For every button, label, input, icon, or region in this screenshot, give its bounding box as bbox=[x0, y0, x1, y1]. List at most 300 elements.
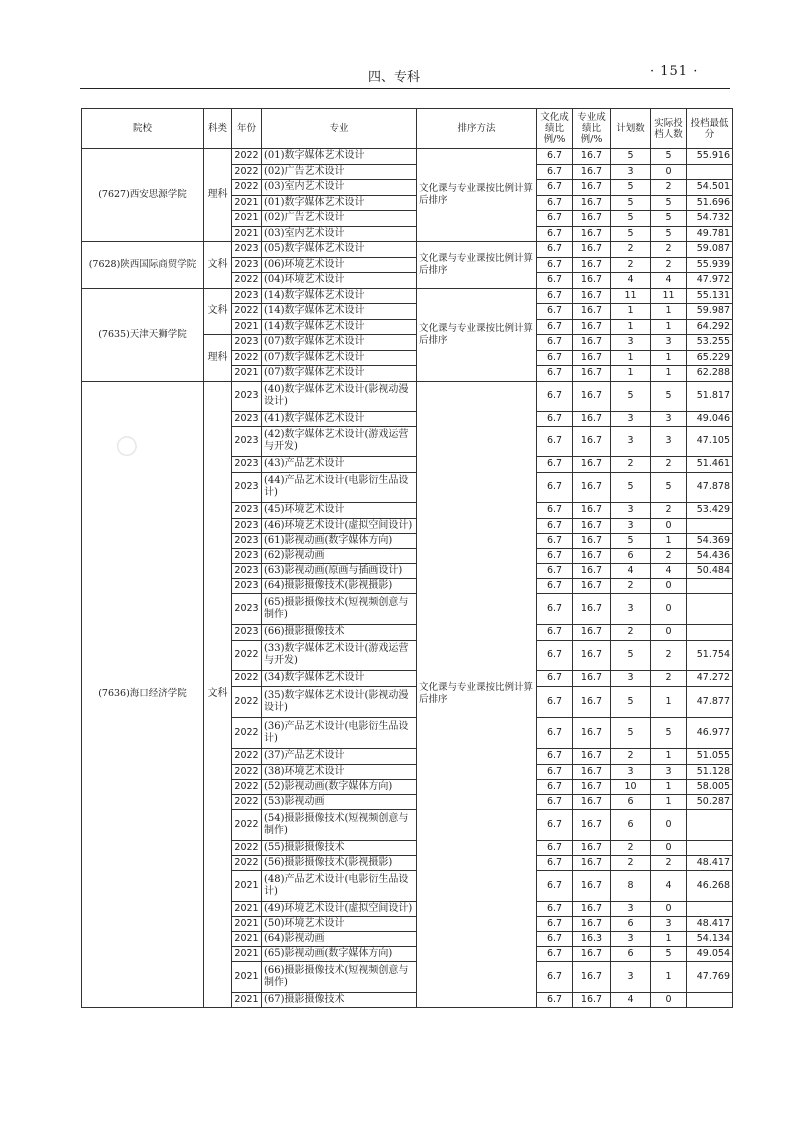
actual-count-cell: 0 bbox=[651, 992, 687, 1007]
major-ratio-cell: 16.7 bbox=[573, 624, 611, 640]
min-score-cell: 49.046 bbox=[687, 411, 733, 426]
plan-count-cell: 5 bbox=[611, 533, 651, 548]
plan-count-cell: 3 bbox=[611, 961, 651, 992]
actual-count-cell: 0 bbox=[651, 164, 687, 180]
min-score-cell: 47.877 bbox=[687, 686, 733, 717]
major-cell: (46)环境艺术设计(虚拟空间设计) bbox=[262, 518, 417, 533]
actual-count-cell: 5 bbox=[651, 946, 687, 961]
culture-ratio-cell: 6.7 bbox=[537, 563, 573, 578]
culture-ratio-cell: 6.7 bbox=[537, 426, 573, 456]
school-name: (7628)陕西国际商贸学院 bbox=[82, 242, 204, 289]
col-header: 计划数 bbox=[611, 109, 651, 149]
culture-ratio-cell: 6.7 bbox=[537, 578, 573, 593]
major-ratio-cell: 16.7 bbox=[573, 257, 611, 273]
culture-ratio-cell: 6.7 bbox=[537, 593, 573, 624]
actual-count-cell: 2 bbox=[651, 640, 687, 670]
min-score-cell: 47.972 bbox=[687, 273, 733, 289]
major-ratio-cell: 16.7 bbox=[573, 670, 611, 686]
major-ratio-cell: 16.7 bbox=[573, 748, 611, 764]
culture-ratio-cell: 6.7 bbox=[537, 840, 573, 855]
major-ratio-cell: 16.7 bbox=[573, 164, 611, 180]
major-ratio-cell: 16.7 bbox=[573, 764, 611, 779]
min-score-cell: 50.287 bbox=[687, 794, 733, 809]
major-ratio-cell: 16.7 bbox=[573, 195, 611, 211]
year-cell: 2023 bbox=[232, 548, 262, 563]
major-cell: (44)产品艺术设计(电影衍生品设计) bbox=[262, 472, 417, 502]
plan-count-cell: 5 bbox=[611, 381, 651, 411]
plan-count-cell: 2 bbox=[611, 624, 651, 640]
plan-count-cell: 5 bbox=[611, 149, 651, 165]
actual-count-cell: 3 bbox=[651, 335, 687, 351]
major-ratio-cell: 16.7 bbox=[573, 916, 611, 931]
plan-count-cell: 2 bbox=[611, 855, 651, 870]
year-cell: 2021 bbox=[232, 901, 262, 916]
plan-count-cell: 3 bbox=[611, 518, 651, 533]
culture-ratio-cell: 6.7 bbox=[537, 304, 573, 320]
year-cell: 2023 bbox=[232, 624, 262, 640]
min-score-cell: 55.131 bbox=[687, 288, 733, 304]
plan-count-cell: 3 bbox=[611, 931, 651, 946]
culture-ratio-cell: 6.7 bbox=[537, 931, 573, 946]
min-score-cell: 51.696 bbox=[687, 195, 733, 211]
culture-ratio-cell: 6.7 bbox=[537, 992, 573, 1007]
culture-ratio-cell: 6.7 bbox=[537, 335, 573, 351]
major-cell: (48)产品艺术设计(电影衍生品设计) bbox=[262, 870, 417, 901]
min-score-cell: 47.105 bbox=[687, 426, 733, 456]
year-cell: 2021 bbox=[232, 916, 262, 931]
plan-count-cell: 6 bbox=[611, 946, 651, 961]
major-cell: (56)摄影摄像技术(影视摄影) bbox=[262, 855, 417, 870]
plan-count-cell: 8 bbox=[611, 870, 651, 901]
major-cell: (07)数字媒体艺术设计 bbox=[262, 350, 417, 366]
culture-ratio-cell: 6.7 bbox=[537, 288, 573, 304]
major-cell: (37)产品艺术设计 bbox=[262, 748, 417, 764]
actual-count-cell: 0 bbox=[651, 809, 687, 840]
plan-count-cell: 4 bbox=[611, 563, 651, 578]
min-score-cell: 54.732 bbox=[687, 211, 733, 227]
plan-count-cell: 3 bbox=[611, 164, 651, 180]
year-cell: 2023 bbox=[232, 593, 262, 624]
major-cell: (05)数字媒体艺术设计 bbox=[262, 242, 417, 258]
major-ratio-cell: 16.7 bbox=[573, 472, 611, 502]
subject-category: 理科 bbox=[204, 335, 232, 382]
major-cell: (52)影视动画(数字媒体方向) bbox=[262, 779, 417, 794]
major-cell: (64)影视动画 bbox=[262, 931, 417, 946]
culture-ratio-cell: 6.7 bbox=[537, 794, 573, 809]
watermark: ○ bbox=[110, 426, 143, 464]
major-ratio-cell: 16.7 bbox=[573, 304, 611, 320]
major-ratio-cell: 16.7 bbox=[573, 350, 611, 366]
culture-ratio-cell: 6.7 bbox=[537, 257, 573, 273]
major-cell: (38)环境艺术设计 bbox=[262, 764, 417, 779]
culture-ratio-cell: 6.7 bbox=[537, 533, 573, 548]
culture-ratio-cell: 6.7 bbox=[537, 381, 573, 411]
major-cell: (33)数字媒体艺术设计(游戏运营与开发) bbox=[262, 640, 417, 670]
year-cell: 2021 bbox=[232, 211, 262, 227]
plan-count-cell: 3 bbox=[611, 426, 651, 456]
culture-ratio-cell: 6.7 bbox=[537, 195, 573, 211]
major-cell: (02)广告艺术设计 bbox=[262, 164, 417, 180]
major-ratio-cell: 16.7 bbox=[573, 518, 611, 533]
major-cell: (66)摄影摄像技术(短视频创意与制作) bbox=[262, 961, 417, 992]
culture-ratio-cell: 6.7 bbox=[537, 670, 573, 686]
min-score-cell: 54.134 bbox=[687, 931, 733, 946]
actual-count-cell: 5 bbox=[651, 149, 687, 165]
min-score-cell: 48.417 bbox=[687, 855, 733, 870]
actual-count-cell: 2 bbox=[651, 180, 687, 196]
culture-ratio-cell: 6.7 bbox=[537, 149, 573, 165]
plan-count-cell: 1 bbox=[611, 319, 651, 335]
year-cell: 2021 bbox=[232, 946, 262, 961]
col-header: 实际投档人数 bbox=[651, 109, 687, 149]
year-cell: 2022 bbox=[232, 840, 262, 855]
plan-count-cell: 3 bbox=[611, 593, 651, 624]
min-score-cell: 55.916 bbox=[687, 149, 733, 165]
major-cell: (36)产品艺术设计(电影衍生品设计) bbox=[262, 717, 417, 748]
min-score-cell bbox=[687, 164, 733, 180]
major-cell: (49)环境艺术设计(虚拟空间设计) bbox=[262, 901, 417, 916]
actual-count-cell: 2 bbox=[651, 502, 687, 518]
major-ratio-cell: 16.7 bbox=[573, 992, 611, 1007]
culture-ratio-cell: 6.7 bbox=[537, 164, 573, 180]
actual-count-cell: 5 bbox=[651, 226, 687, 242]
year-cell: 2022 bbox=[232, 717, 262, 748]
year-cell: 2022 bbox=[232, 164, 262, 180]
major-ratio-cell: 16.7 bbox=[573, 809, 611, 840]
major-ratio-cell: 16.7 bbox=[573, 273, 611, 289]
plan-count-cell: 5 bbox=[611, 180, 651, 196]
year-cell: 2023 bbox=[232, 257, 262, 273]
year-cell: 2022 bbox=[232, 304, 262, 320]
major-cell: (55)摄影摄像技术 bbox=[262, 840, 417, 855]
min-score-cell: 58.005 bbox=[687, 779, 733, 794]
plan-count-cell: 5 bbox=[611, 211, 651, 227]
ranking-method: 文化课与专业课按比例计算后排序 bbox=[417, 242, 537, 289]
culture-ratio-cell: 6.7 bbox=[537, 472, 573, 502]
min-score-cell: 55.939 bbox=[687, 257, 733, 273]
major-ratio-cell: 16.7 bbox=[573, 640, 611, 670]
culture-ratio-cell: 6.7 bbox=[537, 916, 573, 931]
major-cell: (01)数字媒体艺术设计 bbox=[262, 149, 417, 165]
actual-count-cell: 5 bbox=[651, 381, 687, 411]
year-cell: 2022 bbox=[232, 794, 262, 809]
culture-ratio-cell: 6.7 bbox=[537, 456, 573, 472]
col-header: 科类 bbox=[204, 109, 232, 149]
year-cell: 2023 bbox=[232, 502, 262, 518]
plan-count-cell: 3 bbox=[611, 901, 651, 916]
plan-count-cell: 5 bbox=[611, 195, 651, 211]
major-ratio-cell: 16.7 bbox=[573, 578, 611, 593]
culture-ratio-cell: 6.7 bbox=[537, 226, 573, 242]
major-cell: (43)产品艺术设计 bbox=[262, 456, 417, 472]
min-score-cell: 47.878 bbox=[687, 472, 733, 502]
actual-count-cell: 4 bbox=[651, 563, 687, 578]
plan-count-cell: 2 bbox=[611, 456, 651, 472]
year-cell: 2022 bbox=[232, 764, 262, 779]
min-score-cell bbox=[687, 992, 733, 1007]
culture-ratio-cell: 6.7 bbox=[537, 180, 573, 196]
min-score-cell: 51.055 bbox=[687, 748, 733, 764]
major-cell: (03)室内艺术设计 bbox=[262, 180, 417, 196]
major-cell: (01)数字媒体艺术设计 bbox=[262, 195, 417, 211]
plan-count-cell: 6 bbox=[611, 916, 651, 931]
min-score-cell: 54.369 bbox=[687, 533, 733, 548]
actual-count-cell: 1 bbox=[651, 533, 687, 548]
actual-count-cell: 2 bbox=[651, 242, 687, 258]
culture-ratio-cell: 6.7 bbox=[537, 764, 573, 779]
subject-category: 文科 bbox=[204, 288, 232, 335]
col-header: 排序方法 bbox=[417, 109, 537, 149]
major-cell: (40)数字媒体艺术设计(影视动漫设计) bbox=[262, 381, 417, 411]
subject-category: 文科 bbox=[204, 381, 232, 1007]
plan-count-cell: 4 bbox=[611, 273, 651, 289]
year-cell: 2021 bbox=[232, 931, 262, 946]
major-cell: (50)环境艺术设计 bbox=[262, 916, 417, 931]
plan-count-cell: 2 bbox=[611, 840, 651, 855]
major-ratio-cell: 16.7 bbox=[573, 840, 611, 855]
col-header: 院校 bbox=[82, 109, 204, 149]
actual-count-cell: 0 bbox=[651, 593, 687, 624]
major-ratio-cell: 16.7 bbox=[573, 779, 611, 794]
major-cell: (54)摄影摄像技术(短视频创意与制作) bbox=[262, 809, 417, 840]
culture-ratio-cell: 6.7 bbox=[537, 548, 573, 563]
min-score-cell: 49.054 bbox=[687, 946, 733, 961]
actual-count-cell: 3 bbox=[651, 916, 687, 931]
major-ratio-cell: 16.7 bbox=[573, 335, 611, 351]
actual-count-cell: 1 bbox=[651, 366, 687, 382]
plan-count-cell: 5 bbox=[611, 226, 651, 242]
year-cell: 2021 bbox=[232, 992, 262, 1007]
year-cell: 2022 bbox=[232, 855, 262, 870]
min-score-cell: 50.484 bbox=[687, 563, 733, 578]
table-row bbox=[82, 288, 733, 304]
year-cell: 2023 bbox=[232, 563, 262, 578]
major-cell: (53)影视动画 bbox=[262, 794, 417, 809]
culture-ratio-cell: 6.7 bbox=[537, 748, 573, 764]
major-ratio-cell: 16.7 bbox=[573, 381, 611, 411]
year-cell: 2022 bbox=[232, 180, 262, 196]
actual-count-cell: 2 bbox=[651, 456, 687, 472]
major-ratio-cell: 16.7 bbox=[573, 319, 611, 335]
major-cell: (04)环境艺术设计 bbox=[262, 273, 417, 289]
table-row bbox=[82, 381, 733, 411]
culture-ratio-cell: 6.7 bbox=[537, 779, 573, 794]
major-cell: (07)数字媒体艺术设计 bbox=[262, 335, 417, 351]
plan-count-cell: 5 bbox=[611, 717, 651, 748]
min-score-cell: 51.754 bbox=[687, 640, 733, 670]
major-ratio-cell: 16.7 bbox=[573, 533, 611, 548]
major-cell: (61)影视动画(数字媒体方向) bbox=[262, 533, 417, 548]
major-ratio-cell: 16.7 bbox=[573, 686, 611, 717]
min-score-cell: 49.781 bbox=[687, 226, 733, 242]
culture-ratio-cell: 6.7 bbox=[537, 855, 573, 870]
major-ratio-cell: 16.7 bbox=[573, 901, 611, 916]
year-cell: 2023 bbox=[232, 472, 262, 502]
plan-count-cell: 1 bbox=[611, 366, 651, 382]
min-score-cell: 51.817 bbox=[687, 381, 733, 411]
actual-count-cell: 1 bbox=[651, 304, 687, 320]
major-ratio-cell: 16.7 bbox=[573, 211, 611, 227]
year-cell: 2022 bbox=[232, 809, 262, 840]
culture-ratio-cell: 6.7 bbox=[537, 366, 573, 382]
year-cell: 2023 bbox=[232, 242, 262, 258]
min-score-cell bbox=[687, 578, 733, 593]
major-ratio-cell: 16.7 bbox=[573, 961, 611, 992]
subject-category: 文科 bbox=[204, 242, 232, 289]
culture-ratio-cell: 6.7 bbox=[537, 211, 573, 227]
min-score-cell: 59.087 bbox=[687, 242, 733, 258]
year-cell: 2022 bbox=[232, 779, 262, 794]
min-score-cell: 48.417 bbox=[687, 916, 733, 931]
culture-ratio-cell: 6.7 bbox=[537, 717, 573, 748]
page-number: · 151 · bbox=[650, 64, 699, 79]
major-cell: (67)摄影摄像技术 bbox=[262, 992, 417, 1007]
major-cell: (65)摄影摄像技术(短视频创意与制作) bbox=[262, 593, 417, 624]
min-score-cell bbox=[687, 840, 733, 855]
actual-count-cell: 0 bbox=[651, 624, 687, 640]
major-ratio-cell: 16.7 bbox=[573, 717, 611, 748]
actual-count-cell: 2 bbox=[651, 548, 687, 563]
major-cell: (14)数字媒体艺术设计 bbox=[262, 304, 417, 320]
min-score-cell: 53.429 bbox=[687, 502, 733, 518]
plan-count-cell: 2 bbox=[611, 578, 651, 593]
actual-count-cell: 1 bbox=[651, 319, 687, 335]
actual-count-cell: 0 bbox=[651, 840, 687, 855]
min-score-cell bbox=[687, 593, 733, 624]
plan-count-cell: 3 bbox=[611, 670, 651, 686]
actual-count-cell: 5 bbox=[651, 211, 687, 227]
year-cell: 2022 bbox=[232, 149, 262, 165]
major-ratio-cell: 16.7 bbox=[573, 855, 611, 870]
col-header: 专业成绩比例/% bbox=[573, 109, 611, 149]
year-cell: 2021 bbox=[232, 319, 262, 335]
year-cell: 2023 bbox=[232, 456, 262, 472]
min-score-cell: 64.292 bbox=[687, 319, 733, 335]
table-row bbox=[82, 242, 733, 258]
culture-ratio-cell: 6.7 bbox=[537, 686, 573, 717]
culture-ratio-cell: 6.7 bbox=[537, 502, 573, 518]
min-score-cell: 62.288 bbox=[687, 366, 733, 382]
year-cell: 2021 bbox=[232, 961, 262, 992]
major-ratio-cell: 16.3 bbox=[573, 931, 611, 946]
year-cell: 2021 bbox=[232, 366, 262, 382]
actual-count-cell: 1 bbox=[651, 794, 687, 809]
actual-count-cell: 1 bbox=[651, 748, 687, 764]
actual-count-cell: 4 bbox=[651, 870, 687, 901]
major-cell: (64)摄影摄像技术(影视摄影) bbox=[262, 578, 417, 593]
year-cell: 2022 bbox=[232, 273, 262, 289]
major-ratio-cell: 16.7 bbox=[573, 502, 611, 518]
plan-count-cell: 5 bbox=[611, 640, 651, 670]
major-cell: (02)广告艺术设计 bbox=[262, 211, 417, 227]
plan-count-cell: 1 bbox=[611, 350, 651, 366]
header-rule bbox=[80, 88, 730, 89]
major-ratio-cell: 16.7 bbox=[573, 411, 611, 426]
year-cell: 2022 bbox=[232, 686, 262, 717]
culture-ratio-cell: 6.7 bbox=[537, 961, 573, 992]
year-cell: 2023 bbox=[232, 533, 262, 548]
actual-count-cell: 1 bbox=[651, 961, 687, 992]
plan-count-cell: 3 bbox=[611, 764, 651, 779]
plan-count-cell: 6 bbox=[611, 548, 651, 563]
plan-count-cell: 2 bbox=[611, 242, 651, 258]
section-title: 四、专科 bbox=[368, 70, 421, 85]
major-cell: (14)数字媒体艺术设计 bbox=[262, 288, 417, 304]
subject-category: 理科 bbox=[204, 149, 232, 242]
actual-count-cell: 0 bbox=[651, 901, 687, 916]
plan-count-cell: 10 bbox=[611, 779, 651, 794]
culture-ratio-cell: 6.7 bbox=[537, 319, 573, 335]
actual-count-cell: 3 bbox=[651, 426, 687, 456]
plan-count-cell: 4 bbox=[611, 992, 651, 1007]
year-cell: 2022 bbox=[232, 350, 262, 366]
major-ratio-cell: 16.7 bbox=[573, 149, 611, 165]
actual-count-cell: 11 bbox=[651, 288, 687, 304]
actual-count-cell: 4 bbox=[651, 273, 687, 289]
year-cell: 2021 bbox=[232, 870, 262, 901]
major-cell: (45)环境艺术设计 bbox=[262, 502, 417, 518]
culture-ratio-cell: 6.7 bbox=[537, 273, 573, 289]
plan-count-cell: 6 bbox=[611, 794, 651, 809]
year-cell: 2023 bbox=[232, 288, 262, 304]
culture-ratio-cell: 6.7 bbox=[537, 411, 573, 426]
school-name: (7636)海口经济学院 bbox=[82, 381, 204, 1007]
major-ratio-cell: 16.7 bbox=[573, 288, 611, 304]
major-cell: (14)数字媒体艺术设计 bbox=[262, 319, 417, 335]
major-cell: (03)室内艺术设计 bbox=[262, 226, 417, 242]
ranking-method: 文化课与专业课按比例计算后排序 bbox=[417, 288, 537, 381]
major-cell: (42)数字媒体艺术设计(游戏运营与开发) bbox=[262, 426, 417, 456]
major-ratio-cell: 16.7 bbox=[573, 563, 611, 578]
col-header: 专业 bbox=[262, 109, 417, 149]
major-cell: (66)摄影摄像技术 bbox=[262, 624, 417, 640]
actual-count-cell: 1 bbox=[651, 686, 687, 717]
plan-count-cell: 5 bbox=[611, 472, 651, 502]
plan-count-cell: 5 bbox=[611, 686, 651, 717]
min-score-cell bbox=[687, 809, 733, 840]
plan-count-cell: 3 bbox=[611, 411, 651, 426]
culture-ratio-cell: 6.7 bbox=[537, 901, 573, 916]
plan-count-cell: 2 bbox=[611, 748, 651, 764]
min-score-cell: 54.501 bbox=[687, 180, 733, 196]
major-cell: (06)环境艺术设计 bbox=[262, 257, 417, 273]
major-cell: (34)数字媒体艺术设计 bbox=[262, 670, 417, 686]
major-ratio-cell: 16.7 bbox=[573, 426, 611, 456]
table-header-row bbox=[82, 109, 733, 149]
year-cell: 2023 bbox=[232, 411, 262, 426]
plan-count-cell: 11 bbox=[611, 288, 651, 304]
actual-count-cell: 5 bbox=[651, 717, 687, 748]
min-score-cell bbox=[687, 901, 733, 916]
culture-ratio-cell: 6.7 bbox=[537, 809, 573, 840]
major-ratio-cell: 16.7 bbox=[573, 593, 611, 624]
plan-count-cell: 3 bbox=[611, 502, 651, 518]
culture-ratio-cell: 6.7 bbox=[537, 350, 573, 366]
actual-count-cell: 1 bbox=[651, 350, 687, 366]
admission-table bbox=[81, 108, 733, 1008]
year-cell: 2023 bbox=[232, 381, 262, 411]
actual-count-cell: 2 bbox=[651, 855, 687, 870]
year-cell: 2023 bbox=[232, 578, 262, 593]
min-score-cell bbox=[687, 624, 733, 640]
actual-count-cell: 0 bbox=[651, 578, 687, 593]
major-ratio-cell: 16.7 bbox=[573, 548, 611, 563]
actual-count-cell: 0 bbox=[651, 518, 687, 533]
min-score-cell: 46.977 bbox=[687, 717, 733, 748]
plan-count-cell: 2 bbox=[611, 257, 651, 273]
culture-ratio-cell: 6.7 bbox=[537, 518, 573, 533]
major-ratio-cell: 16.7 bbox=[573, 180, 611, 196]
